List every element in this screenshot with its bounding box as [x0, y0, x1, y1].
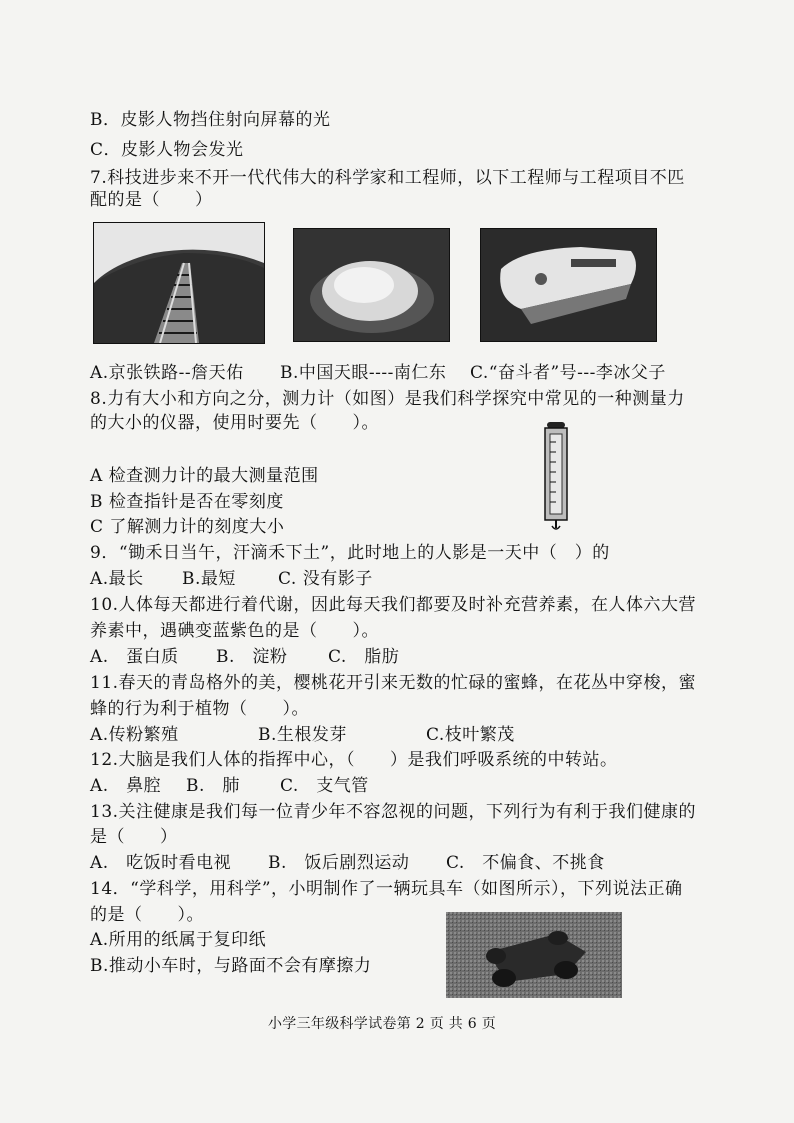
q7-stem-line1: 7.科技进步来不开一代代伟大的科学家和工程师，以下工程师与工程项目不匹: [90, 168, 685, 188]
q13-stem-line1: 13.关注健康是我们每一位青少年不容忽视的问题，下列行为有利于我们健康的: [90, 802, 697, 822]
submersible-photo: [480, 228, 657, 342]
q12-stem: 12.大脑是我们人体的指挥中心，（ ）是我们呼吸系统的中转站。: [90, 750, 618, 770]
q8-option-c: C 了解测力计的刻度大小: [90, 517, 285, 537]
q8-option-a: A 检查测力计的最大测量范围: [90, 466, 319, 486]
spring-scale-image: [537, 420, 577, 532]
q13-options: [90, 851, 605, 875]
q11-options: [90, 723, 515, 747]
q9-option-a: A.最长: [90, 569, 144, 589]
q13-stem-line2: 是（ ）: [90, 827, 178, 847]
q13-option-b: B. 饭后剧烈运动: [268, 853, 410, 873]
q14-stem-line1: 14．“学科学，用科学”，小明制作了一辆玩具车（如图所示），下列说法正确: [90, 879, 683, 899]
q10-stem-line1: 10.人体每天都进行着代谢，因此每天我们都要及时补充营养素，在人体六大营: [90, 595, 697, 615]
q11-option-c: C.枝叶繁茂: [426, 725, 515, 745]
q14-option-a: A.所用的纸属于复印纸: [90, 930, 267, 950]
q7-options: [90, 361, 666, 385]
q7-stem-line2: 配的是（ ）: [90, 190, 213, 210]
q10-option-c: C. 脂肪: [328, 647, 400, 667]
q10-option-a: A. 蛋白质: [90, 647, 179, 667]
q11-stem-line2: 蜂的行为利于植物（ ）。: [90, 699, 309, 719]
q8-option-b: B 检查指针是否在零刻度: [90, 492, 284, 512]
q12-options: [90, 774, 369, 798]
q14-stem-line2: 的是（ ）。: [90, 905, 204, 925]
q13-option-a: A. 吃饭时看电视: [90, 853, 232, 873]
q6-option-b: B．皮影人物挡住射向屏幕的光: [90, 110, 331, 130]
q11-option-b: B.生根发芽: [258, 725, 347, 745]
q6-option-c: C．皮影人物会发光: [90, 140, 244, 160]
q7-option-a: A.京张铁路--詹天佑: [90, 363, 244, 383]
telescope-photo: [293, 228, 450, 342]
q7-option-c: C.“奋斗者”号---李冰父子: [470, 363, 666, 383]
q12-option-b: B. 肺: [186, 776, 240, 796]
q11-option-a: A.传粉繁殖: [90, 725, 179, 745]
q10-option-b: B. 淀粉: [216, 647, 288, 667]
page-footer: 小学三年级科学试卷第 2 页 共 6 页: [268, 1016, 497, 1032]
q12-option-c: C. 支气管: [280, 776, 369, 796]
q9-stem: 9．“锄禾日当午，汗滴禾下土”，此时地上的人影是一天中（ ）的: [90, 543, 610, 563]
toy-car-photo: [446, 912, 622, 998]
q7-option-b: B.中国天眼----南仁东: [280, 363, 447, 383]
q9-option-b: B.最短: [182, 569, 236, 589]
q8-stem-line1: 8.力有大小和方向之分，测力计（如图）是我们科学探究中常见的一种测量力: [90, 389, 685, 409]
q10-stem-line2: 养素中，遇碘变蓝紫色的是（ ）。: [90, 621, 379, 641]
q9-options: [90, 567, 373, 591]
q9-option-c: C. 没有影子: [278, 569, 373, 589]
q8-stem-line2: 的大小的仪器，使用时要先（ ）。: [90, 413, 379, 433]
q13-option-c: C. 不偏食、不挑食: [446, 853, 605, 873]
q11-stem-line1: 11.春天的青岛格外的美，樱桃花开引来无数的忙碌的蜜蜂，在花丛中穿梭，蜜: [90, 673, 697, 693]
railway-photo: [93, 222, 265, 344]
q14-option-b: B.推动小车时，与路面不会有摩擦力: [90, 956, 372, 976]
q12-option-a: A. 鼻腔: [90, 776, 162, 796]
q10-options: [90, 645, 399, 669]
